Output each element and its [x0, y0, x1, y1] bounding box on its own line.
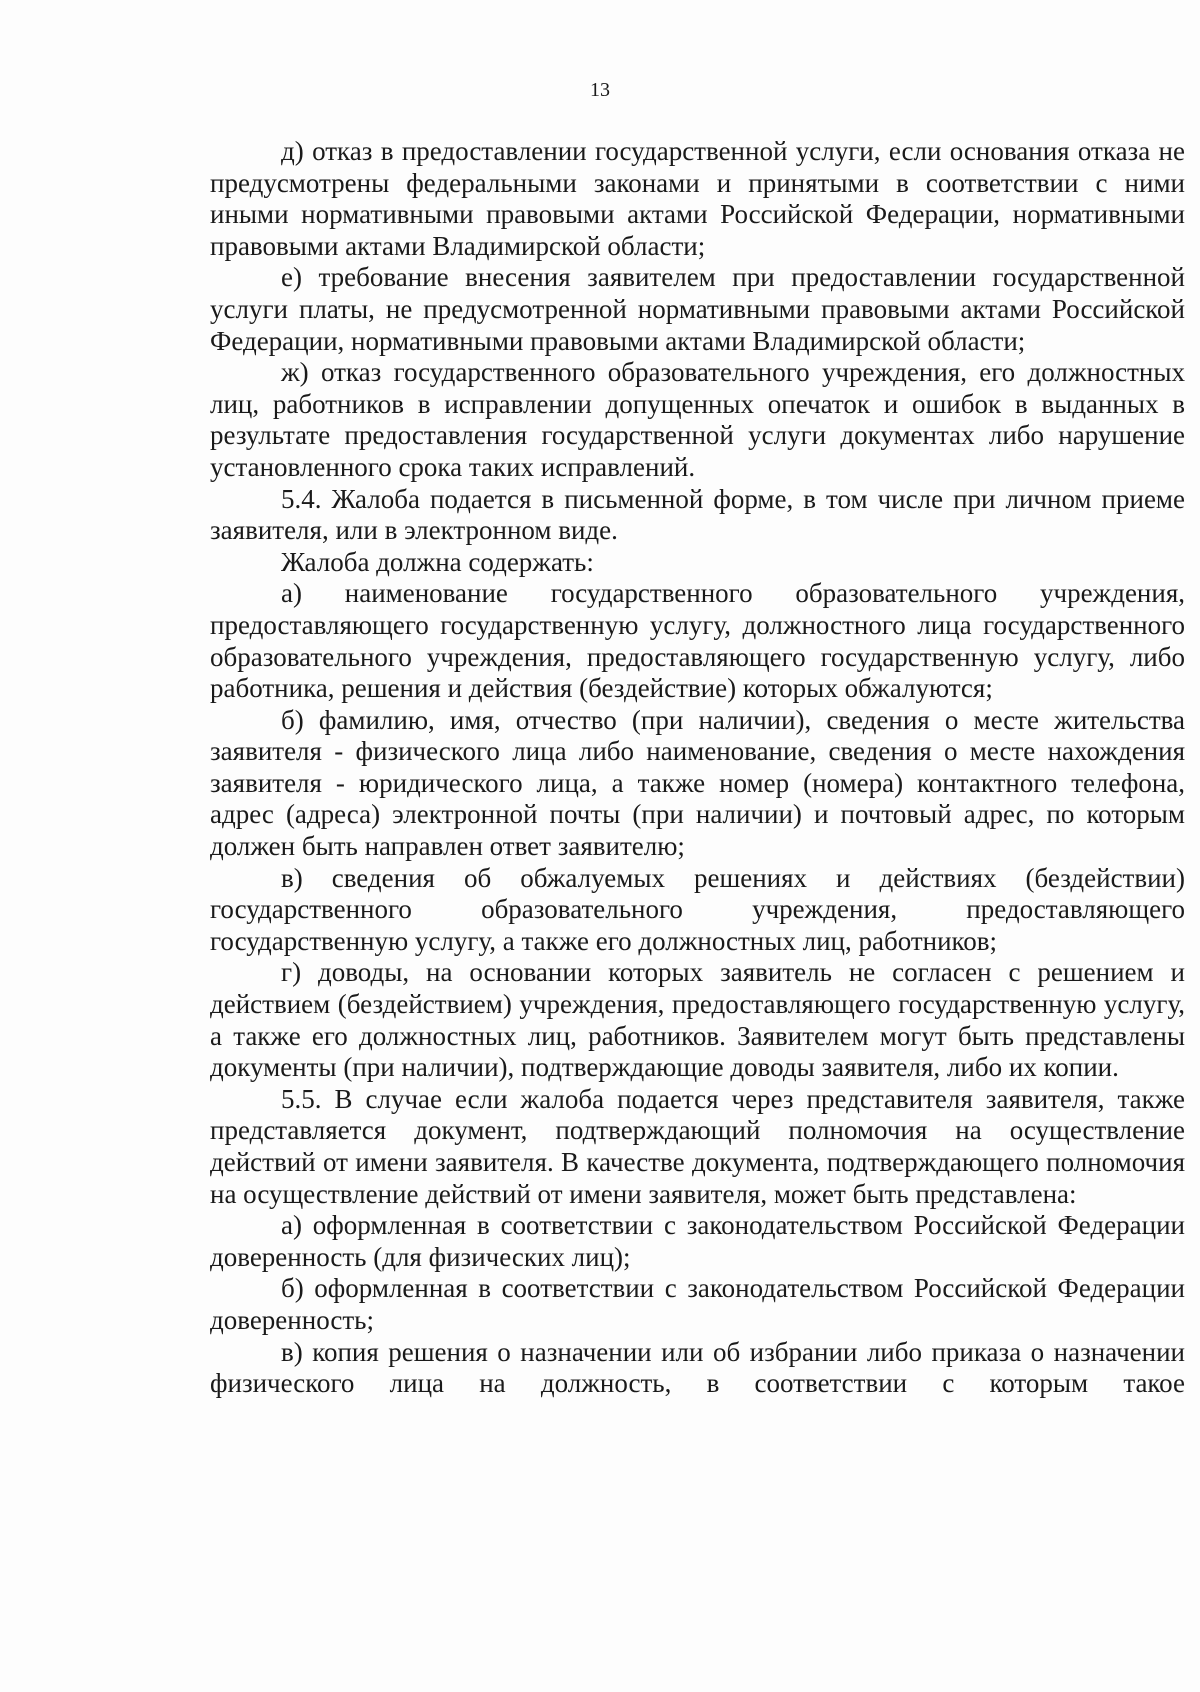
- paragraph-document-a: а) оформленная в соответствии с законодательством Российской Федерации доверенность (для физических лиц);: [210, 1210, 1185, 1272]
- paragraph-5-4: 5.4. Жалоба подается в письменной форме, в том числе при личном приеме заявителя, или в электронном виде.: [210, 483, 1185, 546]
- paragraph-contents-b: б) фамилию, имя, отчество (при наличии), сведения о месте жительства заявителя - физического лица либо наименование, сведения о месте нахождения заявителя - юридического лица, а также номер (номера) контактного телефона, адрес (адреса) электронной почты (при наличии) и почтовый адрес, по которым должен быть направлен ответ заявителю;: [210, 704, 1185, 862]
- paragraph-contents-v: в) сведения об обжалуемых решениях и действиях (бездействии) государственного образовательного учреждения, предоставляющего государственную услугу, а также его должностных лиц, работников;: [210, 862, 1185, 956]
- paragraph-document-v: в) копия решения о назначении или об избрании либо приказа о назначении физического лица на должность, в соответствии с которым такое: [210, 1336, 1185, 1399]
- paragraph-complaint-contents-intro: Жалоба должна содержать:: [281, 546, 594, 577]
- paragraph-document-b: б) оформленная в соответствии с законодательством Российской Федерации доверенность;: [210, 1273, 1185, 1335]
- page-number: 13: [590, 79, 610, 101]
- paragraph-contents-a: а) наименование государственного образовательного учреждения, предоставляющего государственную услугу, должностного лица государственного образовательного учреждения, предоставляющего государственную услугу, либо работника, решения и действия (бездействие) которых обжалуются;: [210, 578, 1185, 704]
- paragraph-item-e: е) требование внесения заявителем при предоставлении государственной услуги платы, не предусмотренной нормативными правовыми актами Российской Федерации, нормативными правовыми актами Владимирской области;: [210, 262, 1185, 356]
- paragraph-5-5: 5.5. В случае если жалоба подается через представителя заявителя, также представляется документ, подтверждающий полномочия на осуществление действий от имени заявителя. В качестве документа, подтверждающего полномочия на осуществление действий от имени заявителя, может быть представлена:: [210, 1083, 1185, 1209]
- paragraph-item-zh: ж) отказ государственного образовательного учреждения, его должностных лиц, работников в исправлении допущенных опечаток и ошибок в выданных в результате предоставления государственной услуги документах либо нарушение установленного срока таких исправлений.: [210, 357, 1185, 482]
- paragraph-item-d: д) отказ в предоставлении государственной услуги, если основания отказа не предусмотрены федеральными законами и принятыми в соответствии с ними иными нормативными правовыми актами Российской Федерации, нормативными правовыми актами Владимирской области;: [210, 136, 1185, 261]
- paragraph-contents-g: г) доводы, на основании которых заявитель не согласен с решением и действием (бездействием) учреждения, предоставляющего государственную услугу, а также его должностных лиц, работников. Заявителем могут быть представлены документы (при наличии), подтверждающие доводы заявителя, либо их копии.: [210, 957, 1185, 1083]
- document-body: [210, 136, 1185, 1400]
